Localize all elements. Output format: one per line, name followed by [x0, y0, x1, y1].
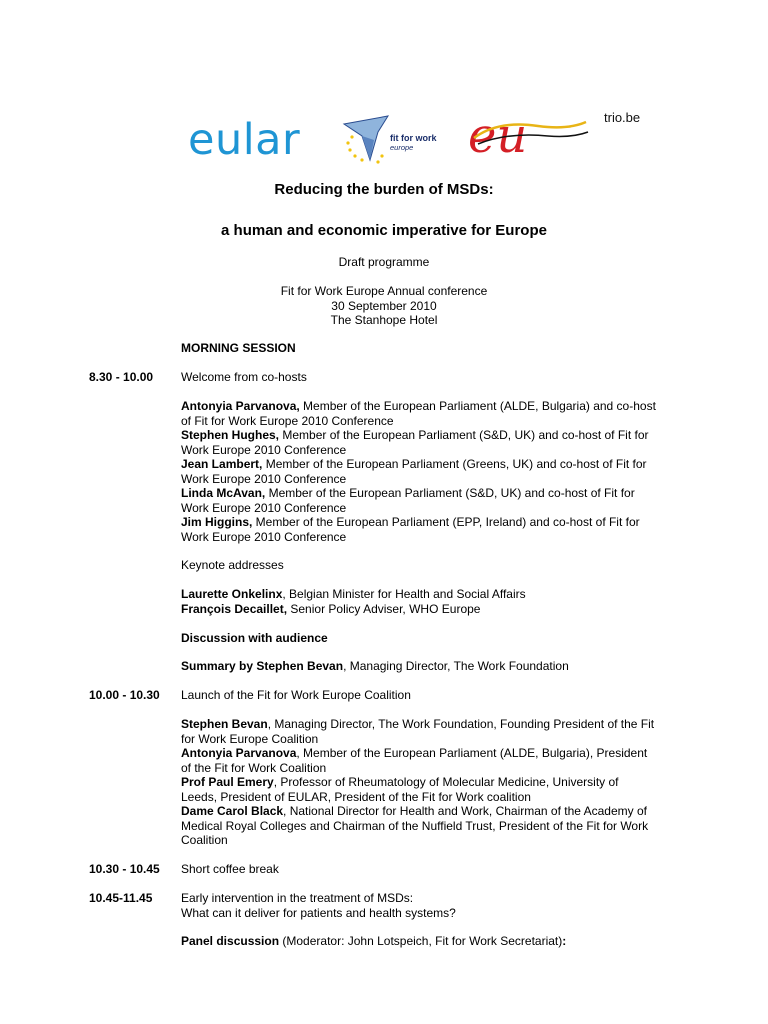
slot-time: 10.45-11.45 [89, 891, 153, 905]
fit-for-work-line2: europe [390, 143, 414, 152]
panel-moderator: (Moderator: John Lotspeich, Fit for Work Secretariat) [279, 934, 563, 948]
keynote-entry [181, 587, 681, 602]
conference-venue: The Stanhope Hotel [330, 313, 438, 327]
conference-name: Fit for Work Europe Annual conference [280, 284, 488, 298]
page-subtitle: a human and economic imperative for Europe [221, 222, 547, 239]
slot-title: Short coffee break [181, 862, 279, 876]
speaker-role-cont: of Fit for Work Europe 2010 Conference [181, 413, 394, 428]
speaker-role: Member of the European Parliament (S&D, UK) and co-host of Fit for [279, 428, 649, 442]
page-title: Reducing the burden of MSDs: [274, 181, 494, 198]
speaker-entry [181, 515, 681, 544]
slot-title-line: What can it deliver for patients and health systems? [181, 905, 456, 920]
keynote-role: Senior Policy Adviser, WHO Europe [287, 601, 481, 616]
speaker-list [181, 717, 681, 848]
session-heading: MORNING SESSION [181, 341, 296, 355]
speaker-role-cont: for Work Europe Coalition [181, 731, 319, 746]
speaker-role-cont: Work Europe 2010 Conference [181, 500, 347, 515]
panel-colon: : [562, 934, 567, 948]
speaker-entry [181, 428, 681, 457]
speaker-name: Linda McAvan, [181, 486, 266, 500]
speaker-role: Member of the European Parliament (Greens, UK) and co-host of Fit for [262, 457, 647, 471]
speaker-role-cont: Work Europe 2010 Conference [181, 442, 347, 457]
discussion-label: Discussion with audience [181, 631, 328, 645]
slot-title: Welcome from co-hosts [181, 370, 307, 384]
eu-presidency-logo [468, 108, 618, 166]
panel-discussion-line [181, 934, 681, 949]
speaker-entry [181, 746, 681, 775]
panel-label: Panel discussion [181, 934, 280, 948]
speaker-name: Antonyia Parvanova, [181, 399, 300, 413]
speaker-role: Member of the European Parliament (ALDE, Bulgaria) and co-host [299, 399, 656, 413]
keynote-name: François Decaillet, [181, 601, 288, 616]
keynote-list [181, 587, 681, 616]
speaker-list [181, 399, 681, 544]
slot-title-line: Early intervention in the treatment of MSDs: [181, 891, 414, 905]
speaker-role-cont: Coalition [181, 833, 228, 847]
speaker-name: Prof Paul Emery [181, 775, 274, 789]
speaker-role-cont: Work Europe 2010 Conference [181, 471, 347, 486]
draft-programme-label: Draft programme [338, 255, 430, 269]
fit-for-work-wordmark [390, 134, 437, 152]
fit-for-work-line1: fit for work [390, 133, 437, 143]
slot-title: Launch of the Fit for Work Europe Coalition [181, 688, 411, 702]
speaker-role: , National Director for Health and Work, Chairman of the Academy of [283, 804, 647, 818]
speaker-entry [181, 457, 681, 486]
speaker-name: Jim Higgins, [181, 515, 253, 529]
summary-line [181, 659, 681, 674]
speaker-role-cont: Leeds, President of EULAR, President of the Fit for Work coalition [181, 789, 531, 804]
speaker-role: Member of the European Parliament (S&D, UK) and co-host of Fit for [265, 486, 635, 500]
speaker-name: Stephen Hughes, [181, 428, 280, 442]
speaker-entry [181, 399, 681, 428]
speaker-role-cont: of the Fit for Work Coalition [181, 760, 327, 775]
speaker-name: Dame Carol Black [181, 804, 284, 818]
summary-name: Summary by Stephen Bevan [181, 659, 344, 673]
summary-role: , Managing Director, The Work Foundation [343, 659, 569, 673]
speaker-name: Antonyia Parvanova [181, 746, 297, 760]
speaker-role: , Member of the European Parliament (ALDE, Bulgaria), President [296, 746, 648, 760]
slot-time: 10.00 - 10.30 [89, 688, 160, 702]
slot-title [181, 891, 681, 920]
speaker-role: Member of the European Parliament (EPP, Ireland) and co-host of Fit for [252, 515, 640, 529]
speaker-name: Jean Lambert, [181, 457, 263, 471]
speaker-role: , Managing Director, The Work Foundation, Founding President of the Fit [267, 717, 655, 731]
eular-logo: eular [188, 115, 301, 165]
speaker-name: Stephen Bevan [181, 717, 268, 731]
speaker-role-cont: Work Europe 2010 Conference [181, 529, 347, 544]
speaker-role-cont: Medical Royal Colleges and Chairman of the Nuffield Trust, President of the Fit for Work [181, 818, 649, 833]
slot-time: 8.30 - 10.00 [89, 370, 154, 384]
slot-time: 10.30 - 10.45 [89, 862, 160, 876]
conference-date: 30 September 2010 [331, 298, 437, 313]
keynote-name: Laurette Onkelinx [181, 587, 283, 601]
eu-script-text: eu [468, 108, 528, 164]
keynote-role: , Belgian Minister for Health and Social Affairs [282, 587, 526, 601]
logo-row [0, 108, 768, 168]
speaker-entry [181, 775, 681, 804]
keynote-entry [181, 602, 681, 617]
speaker-role: , Professor of Rheumatology of Molecular Medicine, University of [273, 775, 619, 789]
speaker-entry [181, 717, 681, 746]
speaker-entry [181, 486, 681, 515]
keynote-heading: Keynote addresses [181, 558, 284, 572]
fit-for-work-logo [338, 110, 462, 166]
speaker-entry [181, 804, 681, 848]
trio-be-text: trio.be [604, 110, 641, 125]
